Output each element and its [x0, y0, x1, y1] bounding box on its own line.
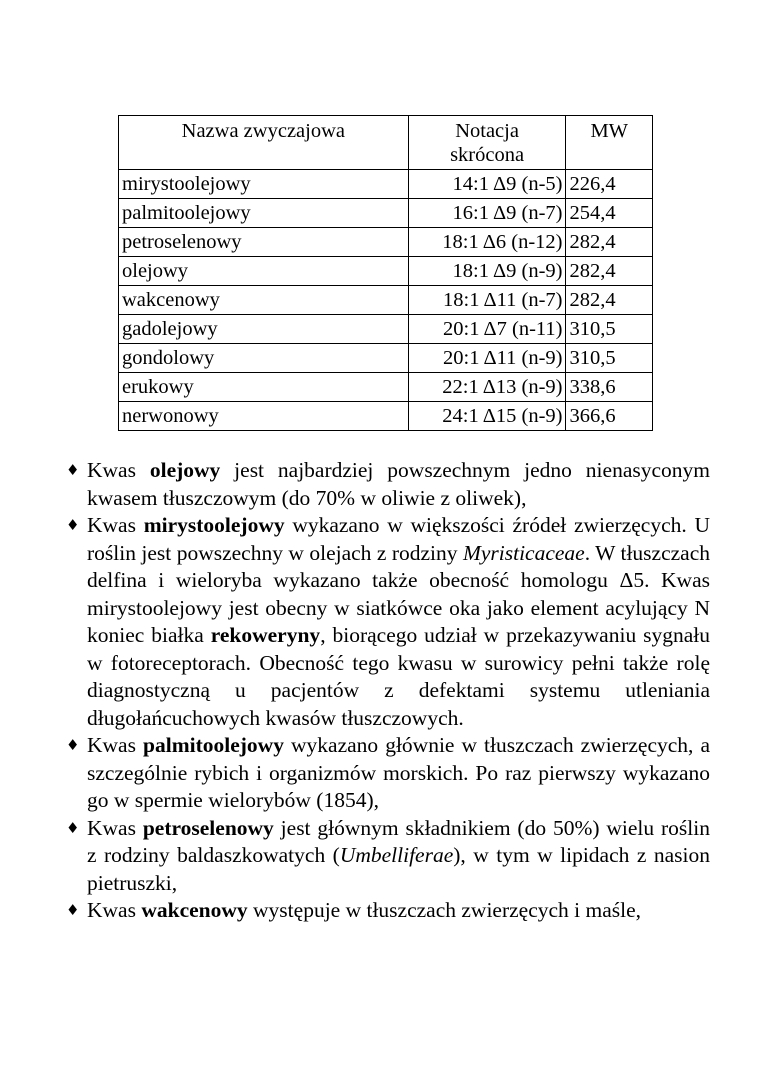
table-row — [119, 286, 653, 315]
acid-name-cell: mirystoolejowy — [119, 170, 409, 199]
notation-cell: 18:1 Δ9 (n-9) — [408, 257, 566, 286]
mw-cell: 254,4 — [566, 199, 653, 228]
diamond-bullet-icon: ♦ — [66, 901, 80, 919]
acid-name-bold: olejowy — [149, 458, 221, 482]
bullet-text: Kwas — [87, 815, 143, 840]
mw-cell: 282,4 — [566, 257, 653, 286]
bullet-text: Kwas — [87, 898, 142, 922]
header-common-name — [119, 116, 409, 170]
mw-cell: 226,4 — [566, 170, 653, 199]
notation-cell: 16:1 Δ9 (n-7) — [408, 199, 566, 228]
table-row — [119, 344, 653, 373]
bullet-myristoleic — [66, 512, 710, 732]
acid-name-bold: mirystoolejowy — [143, 513, 285, 537]
diamond-bullet-icon: ♦ — [66, 516, 80, 534]
acid-name-cell: gadolejowy — [119, 315, 409, 344]
bullet-vaccenic — [66, 897, 710, 925]
diamond-bullet-icon: ♦ — [66, 736, 80, 754]
bullet-text: , biorącego udział w przekazywaniu sygnału w fotoreceptorach. Obecność tego kwasu w surowicy pełni także rolę diagnostyczną u pacjentów z defektami systemu utleniania długołańcuchowych kwasów tłuszczowych. — [87, 623, 711, 730]
notation-cell: 24:1 Δ15 (n-9) — [408, 402, 566, 431]
mw-cell: 310,5 — [566, 344, 653, 373]
table-row — [119, 373, 653, 402]
bullet-text: jest najbardziej powszechnym jedno nienasyconym kwasem tłuszczowym (do 70% w oliwie z oliwek), — [87, 458, 710, 510]
notation-cell: 20:1 Δ7 (n-11) — [408, 315, 566, 344]
bullet-text: Kwas — [87, 458, 150, 482]
diamond-bullet-icon: ♦ — [66, 818, 80, 837]
diamond-bullet-icon: ♦ — [66, 461, 80, 479]
header-mw-text: MW — [590, 120, 629, 142]
notation-cell: 14:1 Δ9 (n-5) — [408, 170, 566, 199]
bullet-text: występuje w tłuszczach zwierzęcych i maśle, — [247, 898, 642, 922]
mw-cell: 310,5 — [566, 315, 653, 344]
acid-name-cell: wakcenowy — [119, 286, 409, 315]
fatty-acids-table — [118, 115, 653, 431]
mw-cell: 282,4 — [566, 228, 653, 257]
header-molecular-weight — [566, 116, 653, 170]
bullet-text: wykazano w większości źródeł zwierzęcych. U roślin jest powszechny w olejach z rodziny — [87, 513, 710, 565]
bullet-text: ), w tym w lipidach z nasion pietruszki, — [87, 843, 710, 895]
bullet-list — [66, 457, 710, 925]
header-short-notation — [408, 116, 566, 170]
bullet-oleic — [66, 457, 710, 512]
acid-name-cell: erukowy — [119, 373, 409, 402]
acid-name-bold: wakcenowy — [141, 898, 248, 922]
notation-cell: 18:1 Δ6 (n-12) — [408, 228, 566, 257]
notation-cell: 22:1 Δ13 (n-9) — [408, 373, 566, 402]
family-name-italic: Umbelliferae — [339, 843, 454, 867]
table-row — [119, 228, 653, 257]
bullet-text: wykazano głównie w tłuszczach zwierzęcych, a szczególnie rybich i organizmów morskich. Po raz pierwszy wykazano go w spermie wielorybów (1854), — [87, 733, 711, 812]
acid-name-cell: petroselenowy — [119, 228, 409, 257]
protein-name-bold: rekoweryny — [210, 623, 321, 647]
mw-cell: 366,6 — [566, 402, 653, 431]
bullet-palmitoleic — [66, 732, 710, 815]
bullet-text: Kwas — [87, 513, 144, 537]
mw-cell: 282,4 — [566, 286, 653, 315]
table-row — [119, 402, 653, 431]
header-common-name-text: Nazwa zwyczajowa — [181, 120, 345, 142]
bullet-text: . W tłuszczach delfina i wieloryba wykazano także obecność homologu Δ5. Kwas mirystoolejowy jest obecny w siatkówce oka jako element acylujący N koniec białka — [87, 540, 710, 647]
acid-name-cell: olejowy — [119, 257, 409, 286]
family-name-italic: Myristicaceae — [462, 540, 585, 565]
table-row — [119, 199, 653, 228]
table-row — [119, 170, 653, 199]
acid-name-bold: petroselenowy — [142, 815, 274, 840]
acid-name-bold: palmitoolejowy — [143, 733, 284, 757]
header-notation-line2: skrócona — [450, 144, 525, 166]
bullet-text: jest głównym składnikiem (do 50%) wielu roślin z rodziny baldaszkowatych ( — [87, 815, 710, 867]
table-row — [119, 257, 653, 286]
header-notation-line1: Notacja — [455, 120, 519, 142]
mw-cell: 338,6 — [566, 373, 653, 402]
acid-name-cell: gondolowy — [119, 344, 409, 373]
bullet-text: Kwas — [87, 733, 144, 757]
notation-cell: 18:1 Δ11 (n-7) — [408, 286, 566, 315]
acid-name-cell: palmitoolejowy — [119, 199, 409, 228]
acid-name-cell: nerwonowy — [119, 402, 409, 431]
table-header-row — [119, 116, 653, 170]
notation-cell: 20:1 Δ11 (n-9) — [408, 344, 566, 373]
bullet-petroselinic — [66, 815, 710, 898]
table-row — [119, 315, 653, 344]
